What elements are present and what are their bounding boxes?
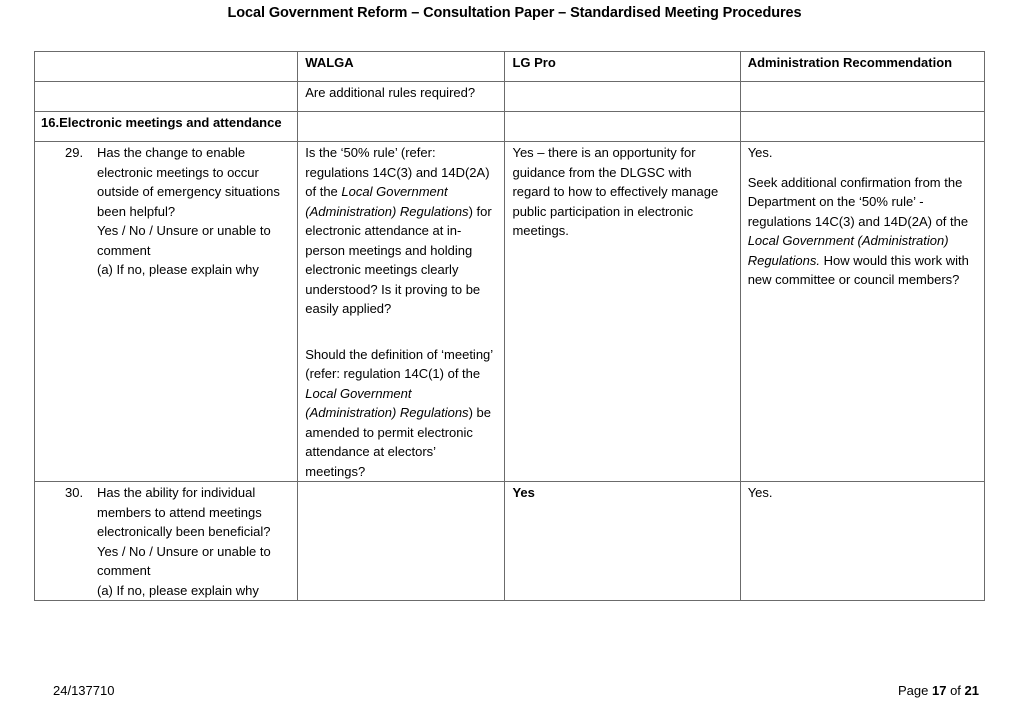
walga-cell-30	[298, 482, 505, 601]
question-cell-29	[35, 142, 298, 482]
header-cell-admin: Administration Recommendation	[740, 52, 984, 82]
header-cell-blank	[35, 52, 298, 82]
table-row-q29	[35, 142, 985, 482]
walga-paragraph-1: Is the ‘50% rule’ (refer: regulations 14C(3) and 14D(2A) of the Local Government (Administration) Regulations) for electronic attendance at in-person meetings and holding electronic meetings clearly understood? Is it proving to be easily applied?	[305, 145, 492, 316]
section-row	[35, 112, 985, 142]
consultation-table	[34, 51, 985, 601]
admin-detail: Seek additional confirmation from the Department on the ‘50% rule’ - regulations 14C(3) and 14D(2A) of the Local Government (Administration) Regulations. How would this work with new committee or council members?	[747, 174, 969, 287]
admin-cell-29	[740, 142, 984, 482]
walga-continuation-cell: Are additional rules required?	[298, 82, 505, 112]
document-reference: 24/137710	[53, 683, 115, 698]
lgpro-cell-30: Yes	[505, 482, 740, 601]
question-text: Has the change to enable electronic meetings to occur outside of emergency situations been helpful? Yes / No / Unsure or unable to comment (a) If no, please explain why	[97, 145, 280, 277]
section-title: 16.Electronic meetings and attendance	[35, 112, 298, 142]
lgpro-cell-29: Yes – there is an opportunity for guidance from the DLGSC with regard to how to effectively manage public participation in electronic meetings.	[505, 142, 740, 482]
page-title: Local Government Reform – Consultation Paper – Standardised Meeting Procedures	[227, 5, 802, 21]
table-header-row	[35, 52, 985, 82]
table-row	[35, 82, 985, 112]
question-number: 30.	[65, 485, 84, 500]
walga-paragraph-2: Should the definition of ‘meeting’ (refer: regulation 14C(1) of the Local Government (Administration) Regulations) be amended to permit electronic attendance at electors’ meetings?	[305, 346, 493, 479]
question-number: 29.	[65, 145, 84, 160]
admin-yes: Yes.	[747, 145, 773, 160]
admin-cell-30: Yes.	[740, 482, 984, 601]
page-number: Page 17 of 21	[897, 683, 979, 698]
header-cell-lgpro: LG Pro	[505, 52, 740, 82]
header-cell-walga: WALGA	[298, 52, 505, 82]
walga-cell-29	[298, 142, 505, 482]
table-row-q30	[35, 482, 985, 601]
question-cell-30	[35, 482, 298, 601]
question-text: Has the ability for individual members to attend meetings electronically been beneficial? Yes / No / Unsure or unable to comment (a) If no, please explain why	[97, 485, 271, 598]
